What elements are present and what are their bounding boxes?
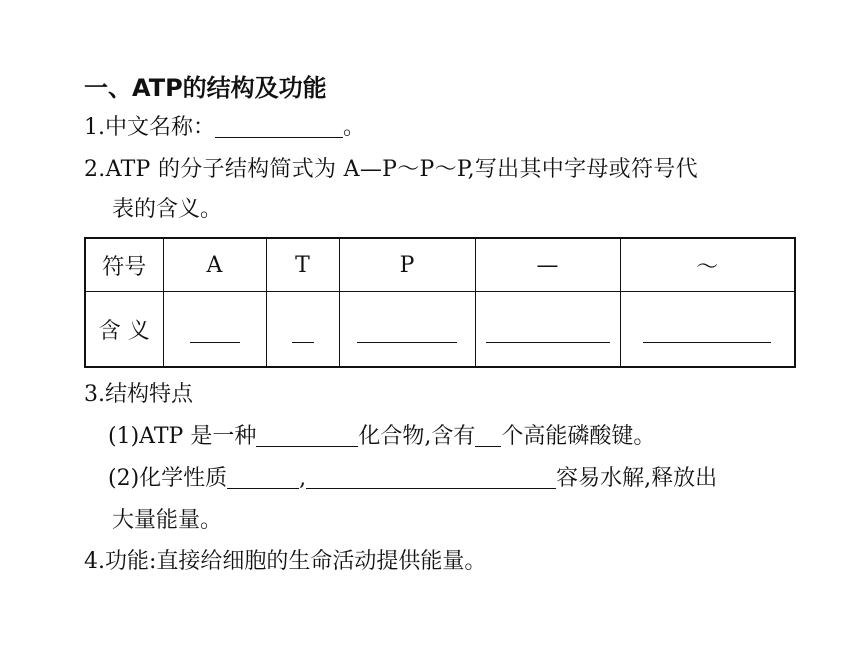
meaning-p-blank[interactable] bbox=[357, 322, 457, 343]
symbol-header: 符号 bbox=[85, 238, 163, 292]
meaning-tilde-blank[interactable] bbox=[643, 322, 771, 343]
item-2-line-1: 2.ATP 的分子结构简式为 A—P～P～P,写出其中字母或符号代 bbox=[84, 157, 698, 182]
compound-type-blank[interactable] bbox=[256, 424, 358, 447]
symbol-row bbox=[85, 238, 795, 292]
section-title: 一、ATP的结构及功能 bbox=[84, 74, 327, 102]
item-4: 4.功能:直接给细胞的生命活动提供能量。 bbox=[84, 549, 487, 574]
item-1-end: 。 bbox=[343, 115, 366, 140]
meaning-a-blank[interactable] bbox=[190, 322, 240, 343]
symbol-cell: T bbox=[266, 238, 339, 292]
meaning-cell bbox=[163, 292, 266, 368]
meaning-cell bbox=[266, 292, 339, 368]
sub-1-post: 个高能磷酸键。 bbox=[501, 424, 656, 449]
meaning-dash-blank[interactable] bbox=[486, 322, 610, 343]
symbol-cell: ～ bbox=[620, 238, 795, 292]
meaning-cell bbox=[475, 292, 620, 368]
item-3-sub-2-cont: 大量能量。 bbox=[112, 508, 223, 533]
meaning-header: 含 义 bbox=[85, 292, 163, 368]
symbol-table bbox=[84, 237, 796, 368]
meaning-row bbox=[85, 292, 795, 368]
item-3-sub-2 bbox=[108, 465, 717, 493]
sub-2-comma: , bbox=[299, 466, 307, 491]
meaning-t-blank[interactable] bbox=[292, 322, 314, 343]
meaning-cell bbox=[339, 292, 475, 368]
item-3-heading: 3.结构特点 bbox=[84, 382, 193, 407]
item-2-line-2: 表的含义。 bbox=[112, 197, 223, 222]
item-3-sub-1 bbox=[108, 423, 655, 451]
hydrolysis-blank[interactable] bbox=[306, 466, 556, 489]
chinese-name-blank[interactable] bbox=[215, 115, 343, 138]
bond-count-blank[interactable] bbox=[475, 424, 501, 447]
sub-1-mid: 化合物,含有 bbox=[358, 424, 476, 449]
symbol-cell: P bbox=[339, 238, 475, 292]
sub-2-post: 容易水解,释放出 bbox=[556, 466, 718, 491]
symbol-cell: A bbox=[163, 238, 266, 292]
chemical-property-blank[interactable] bbox=[227, 466, 299, 489]
item-1 bbox=[84, 114, 365, 142]
sub-2-pre: (2)化学性质 bbox=[108, 466, 228, 491]
symbol-cell: — bbox=[475, 238, 620, 292]
meaning-cell bbox=[620, 292, 795, 368]
sub-1-pre: (1)ATP 是一种 bbox=[108, 424, 257, 449]
item-1-label: 1.中文名称： bbox=[84, 115, 215, 140]
